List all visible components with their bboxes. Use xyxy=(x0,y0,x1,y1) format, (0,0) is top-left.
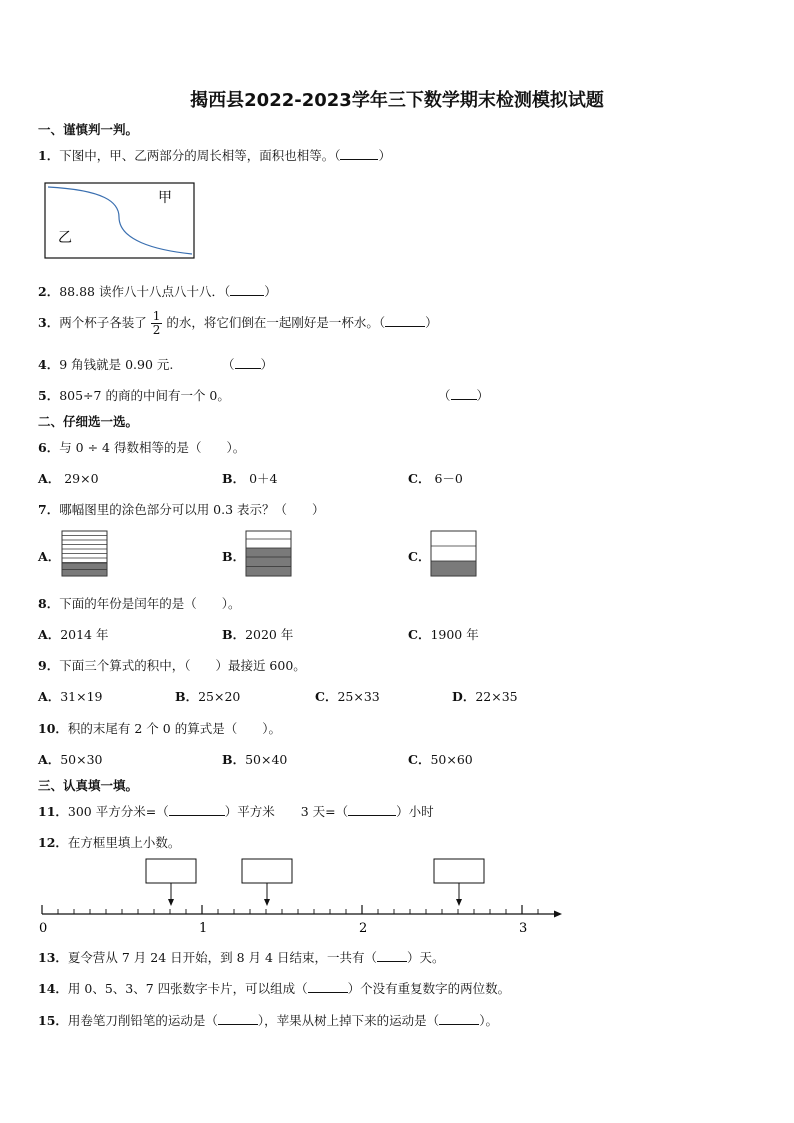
question-2 xyxy=(38,282,277,300)
question-15 xyxy=(38,1011,498,1029)
option-a[interactable] xyxy=(38,750,103,768)
question-text: 下图中，甲、乙两部分的周长相等，面积也相等。（ xyxy=(59,148,341,163)
question-text: ）小时 xyxy=(396,804,434,819)
option-a[interactable]: A． xyxy=(38,549,61,564)
page-title: 揭西县2022-2023学年三下数学期末检测模拟试题 xyxy=(190,90,604,111)
option-letter: A． xyxy=(38,752,61,767)
question-text: 夏令营从 7 月 24 日开始，到 8 月 4 日结束，一共有（ xyxy=(67,950,377,965)
question-11 xyxy=(38,802,434,820)
option-text: 50×40 xyxy=(245,752,288,767)
option-text: 1900 年 xyxy=(430,627,479,642)
label-jia: 甲 xyxy=(158,190,172,206)
pointer-arrow xyxy=(264,899,270,906)
question-text: 3 天=（ xyxy=(300,804,349,819)
question-14 xyxy=(38,979,510,997)
question-text: ）。 xyxy=(479,1013,498,1028)
question-text: 积的末尾有 2 个 0 的算式是（ ）。 xyxy=(67,721,281,736)
question-7 xyxy=(38,500,325,518)
arrow-head xyxy=(554,911,562,918)
option-c[interactable] xyxy=(408,469,463,487)
option-b[interactable] xyxy=(222,750,287,768)
option-letter: C． xyxy=(408,471,431,486)
question-text: ）天。 xyxy=(406,950,445,965)
option-b[interactable] xyxy=(222,625,293,643)
open-paren: （ xyxy=(222,357,235,372)
option-text: 31×19 xyxy=(60,689,103,704)
question-1 xyxy=(38,146,391,164)
option-c[interactable]: C． xyxy=(408,549,431,564)
question-text: 下面的年份是闰年的是（ ）。 xyxy=(59,596,241,611)
option-letter: C． xyxy=(408,752,431,767)
question-text: 805÷7 的商的中间有一个 0。 xyxy=(59,388,230,403)
option-c-figure xyxy=(430,530,478,578)
question-text: 9 角钱就是 0.90 元. xyxy=(59,357,174,372)
option-letter: B． xyxy=(222,471,246,486)
option-text: 25×33 xyxy=(337,689,380,704)
option-letter: A． xyxy=(38,627,61,642)
tick-label-1: 1 xyxy=(199,921,208,936)
fraction-denominator: 2 xyxy=(152,323,161,337)
answer-box-1[interactable] xyxy=(146,859,196,883)
option-letter: C． xyxy=(408,627,431,642)
open-paren: （ xyxy=(438,388,451,403)
option-c[interactable] xyxy=(408,750,473,768)
question-text: 300 平方分米=（ xyxy=(67,804,169,819)
answer-blank[interactable] xyxy=(340,159,378,160)
option-letter: B． xyxy=(222,752,246,767)
pointer-arrow xyxy=(168,899,174,906)
question-5-answer xyxy=(438,386,489,404)
number-line-figure xyxy=(30,855,570,937)
answer-blank[interactable] xyxy=(451,399,477,400)
answer-blank[interactable] xyxy=(218,1024,258,1025)
question-number: 15． xyxy=(38,1013,68,1028)
shaded-part xyxy=(431,561,476,576)
question-10 xyxy=(38,719,281,737)
fraction-numerator: 1 xyxy=(152,309,161,323)
section-3-heading: 三、认真填一填。 xyxy=(38,778,139,793)
question-number: 1． xyxy=(38,148,60,163)
option-b-figure xyxy=(245,530,293,578)
answer-blank[interactable] xyxy=(308,992,348,993)
question-text: ）个没有重复数字的两位数。 xyxy=(347,981,511,996)
option-text: 50×60 xyxy=(430,752,473,767)
question-6 xyxy=(38,438,245,456)
question-5 xyxy=(38,386,230,404)
option-text: 25×20 xyxy=(198,689,241,704)
option-c[interactable] xyxy=(408,625,479,643)
question-9 xyxy=(38,656,306,674)
answer-box-3[interactable] xyxy=(434,859,484,883)
option-letter: D． xyxy=(452,689,476,704)
question-number: 10． xyxy=(38,721,68,736)
option-letter: B． xyxy=(175,689,199,704)
option-b[interactable] xyxy=(222,469,277,487)
section-2-heading: 二、仔细选一选。 xyxy=(38,414,139,429)
option-letter: B． xyxy=(222,627,246,642)
question-number: 13． xyxy=(38,950,68,965)
option-b[interactable]: B． xyxy=(222,549,246,564)
answer-box-2[interactable] xyxy=(242,859,292,883)
label-yi: 乙 xyxy=(58,230,72,246)
option-text: 2014 年 xyxy=(60,627,109,642)
close-paren: ） xyxy=(260,357,274,372)
close-paren: ） xyxy=(264,284,277,299)
question-12 xyxy=(38,833,180,851)
option-d[interactable] xyxy=(452,687,518,705)
close-paren: ） xyxy=(476,388,490,403)
q1-figure xyxy=(44,182,196,260)
question-3 xyxy=(38,310,438,337)
question-number: 14． xyxy=(38,981,68,996)
close-paren: ） xyxy=(425,315,438,330)
question-text: 用卷笔刀削铅笔的运动是（ xyxy=(67,1013,218,1028)
close-paren: ） xyxy=(378,148,391,163)
question-number: 5． xyxy=(38,388,60,403)
answer-blank[interactable] xyxy=(385,326,425,327)
answer-blank[interactable] xyxy=(169,815,225,816)
option-text: 22×35 xyxy=(475,689,518,704)
question-text: 的水，将它们倒在一起刚好是一杯水。（ xyxy=(166,315,386,330)
question-number: 12． xyxy=(38,835,68,850)
option-text: 50×30 xyxy=(60,752,103,767)
question-number: 9． xyxy=(38,658,60,673)
tick-label-3: 3 xyxy=(519,921,528,936)
tick-label-0: 0 xyxy=(39,921,48,936)
option-text: 0＋4 xyxy=(249,471,278,486)
question-4 xyxy=(38,355,173,373)
shaded-part xyxy=(246,548,291,576)
question-text: 下面三个算式的积中，（ ）最接近 600。 xyxy=(59,658,306,673)
option-a[interactable] xyxy=(38,625,109,643)
question-number: 11． xyxy=(38,804,68,819)
question-8 xyxy=(38,594,240,612)
question-number: 6． xyxy=(38,440,60,455)
section-1-heading: 一、谨慎判一判。 xyxy=(38,122,139,137)
question-text: ），苹果从树上掉下来的运动是（ xyxy=(257,1013,440,1028)
answer-blank[interactable] xyxy=(348,815,396,816)
pointer-arrow xyxy=(456,899,462,906)
option-a[interactable] xyxy=(38,687,103,705)
option-c[interactable] xyxy=(315,687,380,705)
question-text: 用 0、5、3、7 四张数字卡片，可以组成（ xyxy=(67,981,308,996)
answer-blank[interactable] xyxy=(230,295,264,296)
option-letter: C． xyxy=(315,689,338,704)
question-number: 3． xyxy=(38,315,60,330)
question-4-answer xyxy=(222,355,273,373)
option-text: 2020 年 xyxy=(245,627,294,642)
answer-blank[interactable] xyxy=(235,368,261,369)
option-b[interactable] xyxy=(175,687,240,705)
question-13 xyxy=(38,948,444,966)
question-text: ）平方米 xyxy=(224,804,275,819)
question-number: 2． xyxy=(38,284,60,299)
question-text: 哪幅图里的涂色部分可以用 0.3 表示？（ ） xyxy=(59,502,325,517)
number-line-ticks xyxy=(42,905,538,914)
answer-blank[interactable] xyxy=(439,1024,479,1025)
fraction xyxy=(151,310,163,337)
question-number: 7． xyxy=(38,502,60,517)
option-letter: A． xyxy=(38,689,61,704)
question-number: 4． xyxy=(38,357,60,372)
answer-blank[interactable] xyxy=(377,961,407,962)
option-letter: A． xyxy=(38,471,61,486)
option-a-figure xyxy=(61,530,109,578)
question-text: 与 0 ÷ 4 得数相等的是（ ）。 xyxy=(59,440,246,455)
question-text: 两个杯子各装了 xyxy=(59,315,147,330)
tick-label-2: 2 xyxy=(359,921,368,936)
question-text: 在方框里填上小数。 xyxy=(67,835,181,850)
question-text: 88.88 读作八十八点八十八．（ xyxy=(59,284,231,299)
option-text: 6－0 xyxy=(434,471,463,486)
option-a[interactable] xyxy=(38,469,99,487)
question-number: 8． xyxy=(38,596,60,611)
option-text: 29×0 xyxy=(64,471,99,486)
